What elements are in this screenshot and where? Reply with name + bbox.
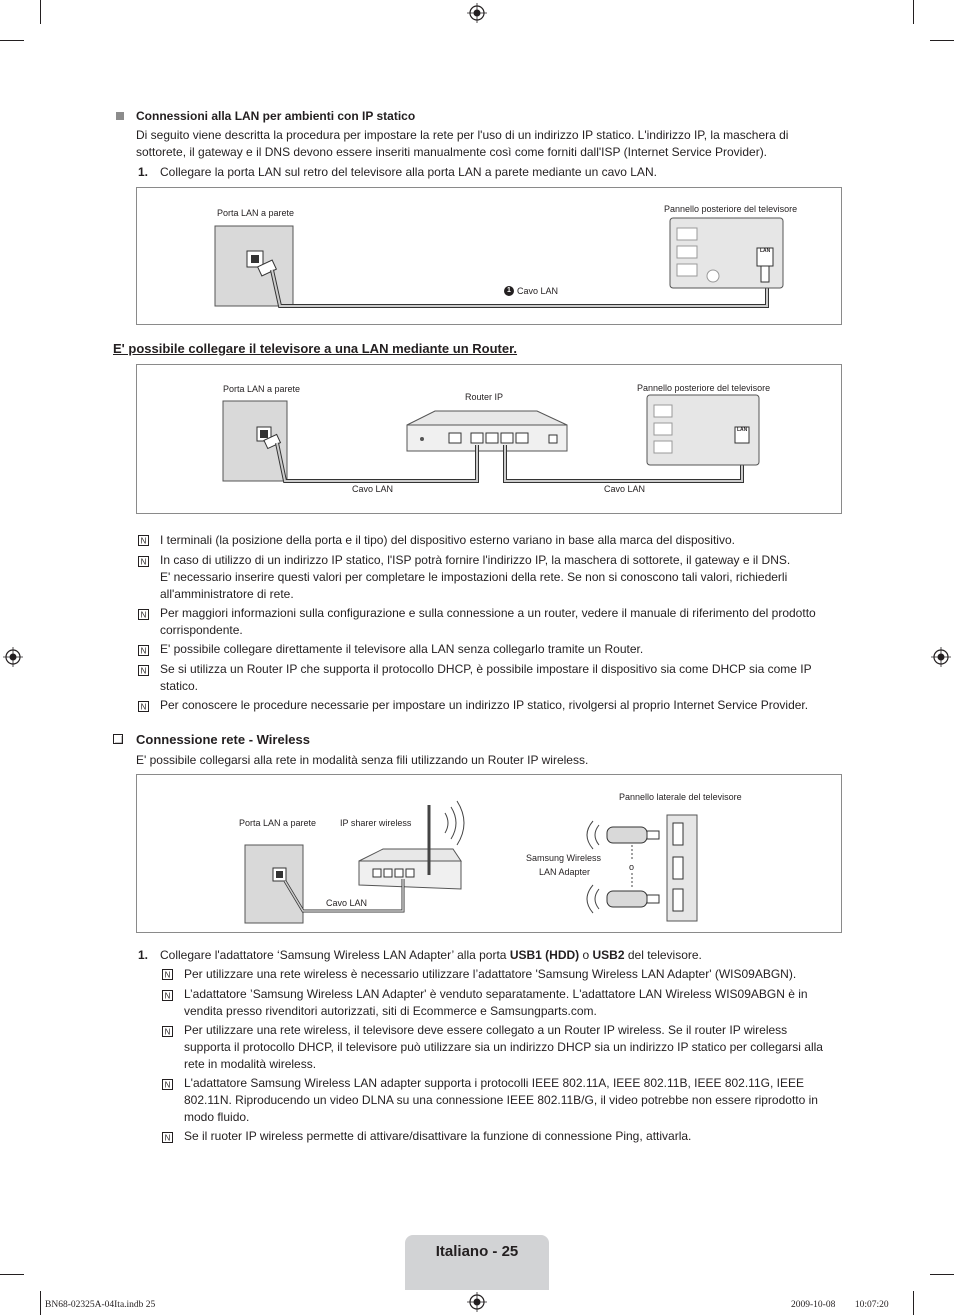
- svg-text:N: N: [164, 1027, 171, 1037]
- note-text: L'adattatore Samsung Wireless LAN adapter supporta i protocolli IEEE 802.11A, IEEE 802.11B, IEEE 802.11G, IEEE: [184, 1076, 804, 1090]
- note-text: L’adattatore ’Samsung Wireless LAN Adapter' è venduto separatamente. L'adattatore LAN Wireless WIS09ABGN è in: [184, 987, 808, 1001]
- diagram-direct-lan: [136, 187, 842, 325]
- note-text: Per utilizzare una rete wireless, il televisore deve essere collegato a un Router IP wireless. Se il router IP wireless: [184, 1023, 788, 1037]
- svg-text:N: N: [140, 646, 147, 656]
- note-text: vendita presso rivenditori autorizzati, siti di Ecommerce e Samsungparts.com.: [184, 1004, 597, 1018]
- note-text: supporta il protocollo DHCP, il televisore può utilizzare sia un indirizzo DHCP sia un indirizzo IP statico per collegarsi alla: [184, 1040, 823, 1054]
- note-text: corrispondente.: [160, 623, 243, 637]
- note-text: E' possibile collegare direttamente il televisore alla LAN senza collegarlo tramite un Router.: [160, 642, 644, 656]
- note-icon: [138, 645, 149, 656]
- note-icon: [138, 665, 149, 676]
- note-text: In caso di utilizzo di un indirizzo IP statico, l'ISP potrà fornire l'indirizzo IP, la maschera di sottorete, il gateway e il DNS.: [160, 553, 791, 567]
- note-icon: [162, 1079, 173, 1090]
- static-ip-intro-line2: sottorete, il gateway e il DNS devono essere inseriti manualmente così come forniti dall'ISP (Internet Service Provider).: [136, 145, 768, 159]
- cable-label: Cavo LAN: [517, 286, 559, 296]
- diagram-router-lan: [136, 364, 842, 514]
- svg-text:N: N: [164, 991, 171, 1001]
- note-icon: [162, 1132, 173, 1143]
- router-heading: E' possibile collegare il televisore a una LAN mediante un Router.: [113, 341, 518, 356]
- crop-mark: [0, 1274, 24, 1275]
- cable-label-right: Cavo LAN: [604, 484, 646, 494]
- wireless-heading: Connessione rete - Wireless: [136, 732, 310, 747]
- registration-mark-icon: [3, 647, 23, 667]
- wireless-sharer-label: IP sharer wireless: [340, 818, 412, 828]
- note-text: rete in modalità wireless.: [184, 1057, 317, 1071]
- note-text: I terminali (la posizione della porta e il tipo) del dispositivo esterno variano in base alla marca del dispositivo.: [160, 533, 735, 547]
- tv-panel-label: Pannello posteriore del televisore: [637, 383, 771, 393]
- svg-text:N: N: [140, 666, 147, 676]
- lan-port-label: LAN: [737, 427, 748, 433]
- note-text: Se si utilizza un Router IP che supporta il protocollo DHCP, è possibile impostare il dispositivo sia come DHCP sia come IP: [160, 662, 812, 676]
- crop-mark: [40, 0, 41, 24]
- or-label: o: [629, 862, 635, 872]
- note-text: modo fluido.: [184, 1110, 250, 1124]
- router-label: Router IP: [465, 392, 504, 402]
- svg-text:N: N: [164, 970, 171, 980]
- wall-port-label: Porta LAN a parete: [223, 384, 301, 394]
- crop-mark: [0, 40, 24, 41]
- wireless-step1: [160, 947, 702, 964]
- note-icon: [138, 535, 149, 546]
- wall-port-label: Porta LAN a parete: [217, 208, 295, 218]
- square-bullet-icon: [116, 112, 124, 120]
- note-icon: [162, 969, 173, 980]
- svg-text:N: N: [140, 557, 147, 567]
- note-text: 802.11N. Riproducendo un video DLNA su una connessione IEEE 802.11B/G, il video potrebbe non essere riprodotto in: [184, 1093, 818, 1107]
- tv-panel-label: Pannello posteriore del televisore: [664, 204, 798, 214]
- usb1-port: USB1 (HDD): [509, 948, 580, 962]
- note-text: statico.: [160, 679, 199, 693]
- registration-mark-icon: [931, 647, 951, 667]
- usb2-port: USB2: [592, 948, 625, 962]
- crop-mark: [913, 0, 914, 24]
- page-number-tab: [405, 1235, 549, 1290]
- note-text: Se il ruoter IP wireless permette di attivare/disattivare la funzione di connessione Ping, attivarla.: [184, 1129, 692, 1143]
- svg-text:N: N: [140, 536, 147, 546]
- diagram-wireless: [136, 774, 842, 933]
- svg-text:N: N: [164, 1080, 171, 1090]
- checkbox-bullet-icon: [113, 734, 123, 744]
- page-number-label: Italiano - 25: [435, 1243, 519, 1260]
- tv-side-panel-label: Pannello laterale del televisore: [619, 792, 742, 802]
- note-text: all'amministratore di rete.: [160, 587, 294, 601]
- adapter-label-line2: LAN Adapter: [539, 867, 591, 877]
- step-number: 1.: [138, 165, 149, 179]
- cable-label: Cavo LAN: [326, 898, 368, 908]
- static-ip-heading: Connessioni alla LAN per ambienti con IP statico: [136, 109, 416, 123]
- registration-mark-icon: [467, 3, 487, 23]
- wireless-step1-mid: o: [579, 948, 593, 962]
- crop-mark: [930, 1274, 954, 1275]
- svg-text:N: N: [164, 1133, 171, 1143]
- footer-timestamp: 2009-10-08 ￿￿ 10:07:20: [791, 1300, 889, 1310]
- note-icon: [138, 609, 149, 620]
- static-ip-intro-line1: Di seguito viene descritta la procedura per impostare la rete per l'uso di un indirizzo IP statico. L'indirizzo IP, la maschera di: [136, 128, 789, 142]
- wireless-step1-post: del televisore.: [624, 948, 702, 962]
- note-icon: [138, 556, 149, 567]
- svg-text:N: N: [140, 702, 147, 712]
- note-icon: [138, 701, 149, 712]
- crop-mark: [913, 1291, 914, 1315]
- note-text: Per maggiori informazioni sulla configurazione e sulla connessione a un router, vedere il manuale di riferimento del prodotto: [160, 606, 816, 620]
- lan-port-label: LAN: [760, 248, 771, 254]
- registration-mark-icon: [467, 1292, 487, 1312]
- cable-label-left: Cavo LAN: [352, 484, 394, 494]
- crop-mark: [40, 1291, 41, 1315]
- wireless-intro: E' possibile collegarsi alla rete in modalità senza fili utilizzando un Router IP wireless.: [136, 753, 589, 767]
- static-ip-step1: Collegare la porta LAN sul retro del televisore alla porta LAN a parete mediante un cavo LAN.: [160, 165, 657, 179]
- note-text: E' necessario inserire questi valori per completare le impostazioni della rete. Se non si conoscono tali valori, richiederli: [160, 570, 788, 584]
- step-number: 1.: [138, 948, 149, 962]
- note-icon: [162, 990, 173, 1001]
- wireless-step1-pre: Collegare l'adattatore ‘Samsung Wireless LAN Adapter’ alla porta: [160, 948, 510, 962]
- note-text: Per conoscere le procedure necessarie per impostare un indirizzo IP statico, rivolgersi al proprio Internet Service Provider.: [160, 698, 809, 712]
- wall-port-label: Porta LAN a parete: [239, 818, 317, 828]
- note-text: Per utilizzare una rete wireless è necessario utilizzare l’adattatore 'Samsung Wireless LAN Adapter' (WIS09ABGN).: [184, 967, 797, 981]
- crop-mark: [930, 40, 954, 41]
- note-icon: [162, 1026, 173, 1037]
- footer-file-info: BN68-02325A-04Ita.indb 25: [45, 1300, 156, 1310]
- svg-text:N: N: [140, 610, 147, 620]
- adapter-label-line1: Samsung Wireless: [526, 853, 602, 863]
- cable-number-badge: 1: [504, 286, 514, 296]
